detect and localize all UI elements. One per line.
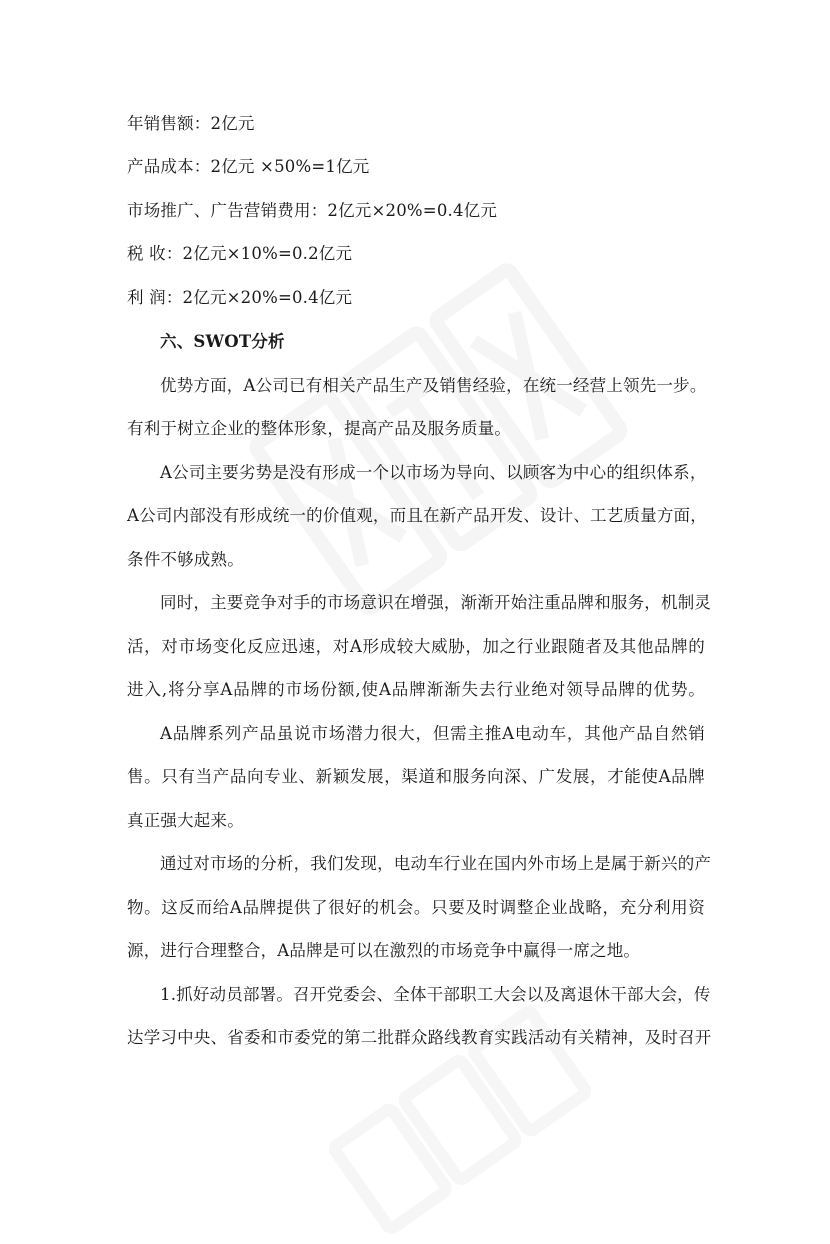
- paragraph-threats-line-1: 同时，主要竞争对手的市场意识在增强，渐渐开始注重品牌和服务，机制灵: [160, 593, 712, 612]
- paragraph-strengths-line-1: 优势方面，A公司已有相关产品生产及销售经验，在统一经营上领先一步。: [160, 376, 707, 395]
- paragraph-opportunities-line-2: 物。这反而给A品牌提供了很好的机会。只要及时调整企业战略，充分利用资: [127, 898, 705, 917]
- paragraph-mobilization-line-2: 达学习中央、省委和市委党的第二批群众路线教育实践活动有关精神，及时召开: [127, 1028, 712, 1047]
- paragraph-products-line-2: 售。只有当产品向专业、新颖发展，渠道和服务向深、广发展，才能使A品牌: [127, 767, 705, 786]
- section-heading-swot: 六、SWOT分析: [160, 332, 285, 351]
- annual-sales-line: 年销售额：2亿元: [127, 114, 255, 133]
- profit-line: 利 润：2亿元×20%=0.4亿元: [127, 288, 353, 307]
- paragraph-opportunities-line-1: 通过对市场的分析，我们发现，电动车行业在国内外市场上是属于新兴的产: [160, 854, 712, 873]
- paragraph-products-line-3: 真正强大起来。: [127, 811, 244, 830]
- paragraph-strengths-line-2: 有利于树立企业的整体形象，提高产品及服务质量。: [127, 419, 512, 438]
- paragraph-opportunities-line-3: 源，进行合理整合，A品牌是可以在激烈的市场竞争中赢得一席之地。: [127, 941, 641, 960]
- tax-line: 税 收：2亿元×10%=0.2亿元: [127, 244, 353, 263]
- paragraph-threats-line-2: 活，对市场变化反应迅速，对A形成较大威胁，加之行业跟随者及其他品牌的: [127, 637, 705, 656]
- paragraph-weaknesses-line-1: A公司主要劣势是没有形成一个以市场为导向、以顾客为中心的组织体系，: [160, 463, 707, 482]
- marketing-cost-line: 市场推广、广告营销费用：2亿元×20%=0.4亿元: [127, 201, 498, 220]
- paragraph-weaknesses-line-3: 条件不够成熟。: [127, 550, 244, 569]
- paragraph-threats-line-3: 进入,将分享A品牌的市场份额,使A品牌渐渐失去行业绝对领导品牌的优势。: [127, 680, 705, 699]
- product-cost-line: 产品成本：2亿元 ×50%=1亿元: [127, 157, 370, 176]
- paragraph-products-line-1: A品牌系列产品虽说市场潜力很大，但需主推A电动车，其他产品自然销: [160, 724, 705, 743]
- paragraph-weaknesses-line-2: A公司内部没有形成统一的价值观，而且在新产品开发、设计、工艺质量方面，: [127, 506, 707, 525]
- paragraph-mobilization-line-1: 1.抓好动员部署。召开党委会、全体干部职工大会以及离退休干部大会，传: [160, 985, 711, 1004]
